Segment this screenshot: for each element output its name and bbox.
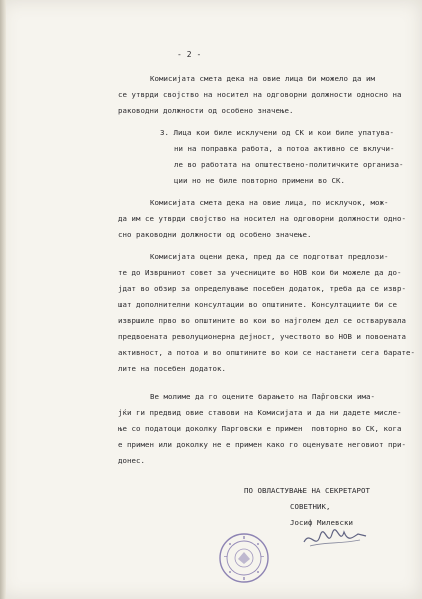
- paragraph2-line: Комисијата смета дека на овие лица, по исклучок, мож-: [150, 198, 389, 207]
- item3-line: ни на поправка работа, а потоа активно се вклучи-: [174, 144, 395, 153]
- paragraph4-line: донес.: [118, 456, 145, 465]
- paragraph2-line: сно раководни должности од особено значење.: [118, 230, 312, 239]
- official-stamp: [218, 532, 270, 584]
- paragraph4-line: јќи ги предвид овие ставови на Комисијата и да ни дадете мисле-: [118, 408, 402, 417]
- paper-edge: [0, 0, 6, 599]
- paragraph1-line: Комисијата смета дека на овие лица би можело да им: [150, 74, 375, 83]
- handwritten-signature: [300, 512, 370, 557]
- paragraph3-line: те до Извршниот совет за учесниците во НОВ кои би можеле да до-: [118, 268, 402, 277]
- paragraph4-line: ње со податоци доколку Парговски е примен повторно во СК, кога: [118, 424, 402, 433]
- page-number: - 2 -: [177, 50, 202, 59]
- item3-line: ции но не биле повторно примени во СК.: [174, 176, 345, 185]
- paragraph3-line: Комисијата оцени дека, пред да се подготват предлози-: [150, 252, 389, 261]
- paragraph2-line: да им се утврди својство на носител на одговорни должности одно-: [118, 214, 406, 223]
- paragraph4-line: Ве молиме да го оцените барањето на Пар̌говски има-: [150, 392, 375, 401]
- signature-authority: ПО ОВЛАСТУВАЊЕ НА СЕКРЕТАРОТ: [244, 486, 370, 495]
- signature-title: СОВЕТНИК,: [290, 502, 331, 511]
- item3-line: 3. Лица кои биле исклучени од СК и кои биле упатува-: [160, 128, 394, 137]
- paragraph3-line: активност, а потоа и во општините во кои се настанети сега барате-: [118, 348, 415, 357]
- paragraph3-line: шат дополнителни консултации во општините. Консултациите би се: [118, 300, 397, 309]
- paragraph1-line: се утврди својство на носител на одговорни должности односно на: [118, 90, 402, 99]
- paragraph3-line: јдат во обзир за определување посебен додаток, треба да се извр-: [118, 284, 406, 293]
- paragraph3-line: предвоената револуционерна дејност, учеството во НОВ и повоената: [118, 332, 406, 341]
- paragraph1-line: раководни должности од особено значење.: [118, 106, 294, 115]
- paragraph3-line: лите на посебен додаток.: [118, 364, 226, 373]
- item3-line: ле во работата на општествено-политичките организа-: [174, 160, 404, 169]
- paragraph3-line: извршиле прво во општините во кои во најголем дел се остварувала: [118, 316, 406, 325]
- signatory-name: Јосиф Милевски: [290, 518, 353, 527]
- paragraph4-line: е примен или доколку не е примен како го оценувате неговиот при-: [118, 440, 406, 449]
